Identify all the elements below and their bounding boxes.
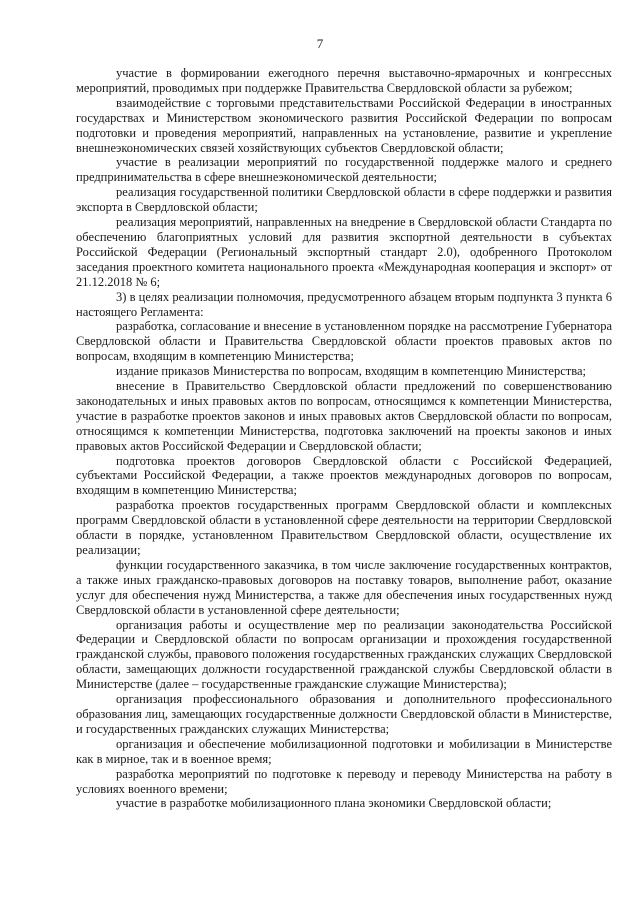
paragraph-6: 3) в целях реализации полномочия, предусмотренного абзацем вторым подпункта 3 пункта 6 настоящего Регламента: [76,289,612,319]
paragraph-16: разработка мероприятий по подготовке к переводу и переводу Министерства на работу в условиях военного времени; [76,766,612,796]
paragraph-9: внесение в Правительство Свердловской области предложений по совершенствованию законодательных и иных правовых актов по вопросам, относящимся к компетенции Министерства, участие в разработке проектов законов и иных правовых актов Свердловской области по вопросам, относящимся к компетенции Министерства, подготовка заключений на проекты законов и иных правовых актов Российской Федерации и Свердловской области; [76,379,612,453]
document-body [76,66,612,811]
paragraph-4: реализация государственной политики Свердловской области в сфере поддержки и развития экспорта в Свердловской области; [76,185,612,215]
paragraph-3: участие в реализации мероприятий по государственной поддержке малого и среднего предпринимательства в сфере внешнеэкономической деятельности; [76,155,612,185]
paragraph-7: разработка, согласование и внесение в установленном порядке на рассмотрение Губернатора Свердловской области и Правительства Свердловской области проектов правовых актов по вопросам, входящим в компетенцию Министерства; [76,319,612,364]
page-number: 7 [316,36,324,51]
paragraph-1: участие в формировании ежегодного перечня выставочно-ярмарочных и конгрессных мероприятий, проводимых при поддержке Правительства Свердловской области за рубежом; [76,66,612,95]
paragraph-13: организация работы и осуществление мер по реализации законодательства Российской Федерации и Свердловской области по вопросам организации и прохождения государственной гражданской службы, правового положения государственных гражданских служащих Свердловской области, замещающих должности государственной гражданской службы Свердловской области в Министерстве (далее – государственные гражданские служащие Министерства); [76,617,612,692]
paragraph-2: взаимодействие с торговыми представительствами Российской Федерации в иностранных государствах и Министерством экономического развития Российской Федерации по вопросам подготовки и проведения мероприятий, направленных на установление, развитие и укрепление внешнеэкономических связей хозяйствующих субъектов Свердловской области; [76,95,612,155]
paragraph-14: организация профессионального образования и дополнительного профессионального образования лиц, замещающих государственные должности Свердловской области в Министерстве, и государственных гражданских служащих Министерства; [76,692,612,736]
paragraph-15: организация и обеспечение мобилизационной подготовки и мобилизации в Министерстве как в мирное, так и в военное время; [76,736,612,766]
paragraph-17: участие в разработке мобилизационного плана экономики Свердловской области; [116,796,552,811]
paragraph-5: реализация мероприятий, направленных на внедрение в Свердловской области Стандарта по обеспечению благоприятных условий для развития экспортной деятельности в субъектах Российской Федерации (Региональный экспортный стандарт 2.0), одобренного Протоколом заседания проектного комитета национального проекта «Международная кооперация и экспорт» от 21.12.2018 № 6; [76,215,612,289]
paragraph-8: издание приказов Министерства по вопросам, входящим в компетенцию Министерства; [116,364,586,379]
paragraph-10: подготовка проектов договоров Свердловской области с Российской Федерацией, субъектами Российской Федерации, а также проектов международных договоров по вопросам, входящим в компетенцию Министерства; [76,453,612,498]
paragraph-11: разработка проектов государственных программ Свердловской области и комплексных программ Свердловской области в установленной сфере деятельности на территории Свердловской области в порядке, установленном Правительством Свердловской области, осуществление их реализации; [76,498,612,557]
paragraph-12: функции государственного заказчика, в том числе заключение государственных контрактов, а также иных гражданско-правовых договоров на поставку товаров, выполнение работ, оказание услуг для обеспечения нужд Министерства, а также для обеспечения иных государственных нужд Свердловской области в установленной сфере деятельности; [76,557,612,617]
